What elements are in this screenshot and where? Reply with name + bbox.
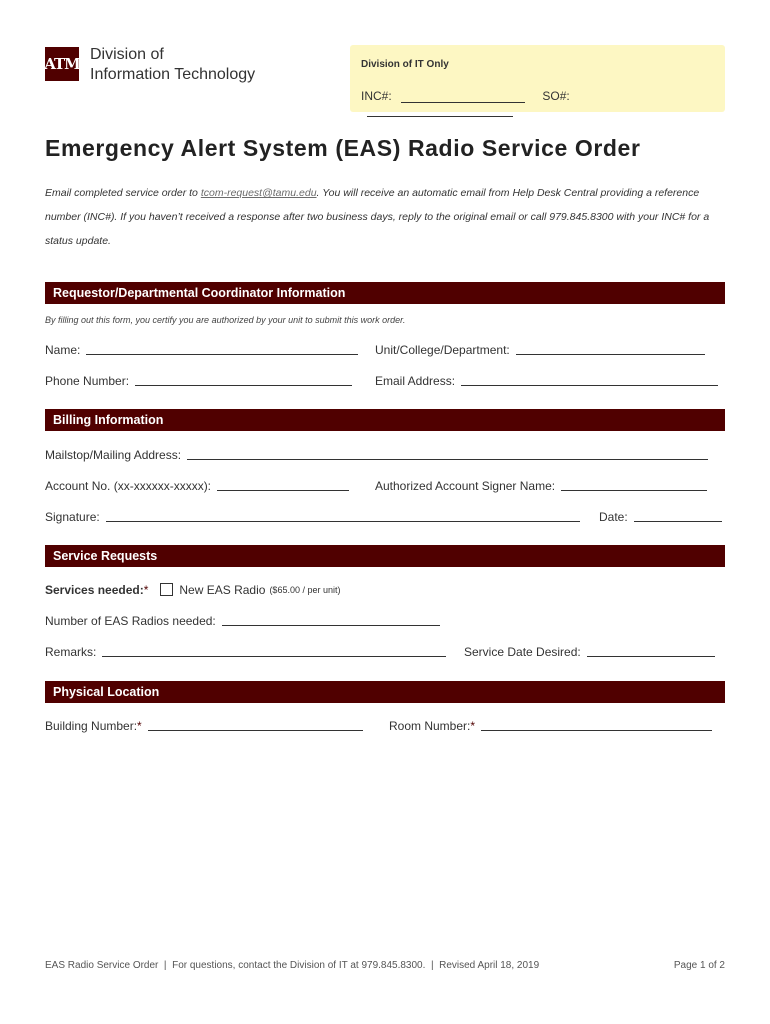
room-input[interactable] bbox=[481, 729, 712, 731]
account-field-row: Account No. (xx-xxxxxx-xxxxx): bbox=[45, 479, 349, 493]
building-row: Building Number: * bbox=[45, 719, 363, 733]
inc-so-row bbox=[361, 89, 725, 117]
so-field[interactable] bbox=[367, 104, 513, 117]
remarks-input[interactable] bbox=[102, 655, 446, 657]
new-eas-radio-label: New EAS Radio bbox=[179, 583, 266, 597]
certify-note: By filling out this form, you certify you are authorized by your unit to submit this work order. bbox=[45, 315, 406, 325]
service-date-input[interactable] bbox=[587, 655, 715, 657]
remarks-row: Remarks: bbox=[45, 645, 446, 659]
email-input[interactable] bbox=[461, 384, 718, 386]
unit-field-row: Unit/College/Department: bbox=[375, 343, 705, 357]
num-radios-input[interactable] bbox=[222, 624, 440, 626]
tamu-logo: ATM bbox=[45, 47, 79, 81]
phone-input[interactable] bbox=[135, 384, 352, 386]
email-field-row: Email Address: bbox=[375, 374, 718, 388]
page-number: Page 1 of 2 bbox=[673, 960, 725, 971]
new-eas-radio-checkbox[interactable] bbox=[160, 583, 173, 596]
page-title: Emergency Alert System (EAS) Radio Service Order bbox=[45, 135, 641, 161]
it-only-box bbox=[350, 45, 725, 112]
it-only-label: Division of IT Only bbox=[361, 59, 449, 70]
account-input[interactable] bbox=[217, 489, 349, 491]
date-input[interactable] bbox=[634, 520, 722, 522]
signer-field-row: Authorized Account Signer Name: bbox=[375, 479, 707, 493]
new-eas-radio-price: ($65.00 / per unit) bbox=[269, 585, 341, 595]
section-billing-header: Billing Information bbox=[45, 409, 725, 431]
name-field-row: Name: bbox=[45, 343, 358, 357]
phone-field-row: Phone Number: bbox=[45, 374, 352, 388]
room-row: Room Number: * bbox=[389, 719, 712, 733]
intro-text: Email completed service order to tcom-request@tamu.edu. You will receive an automatic email from Help Desk Central providing a reference number (INC#). If you haven’t received a response after two business days, reply to the original email or call 979.845.8300 with your INC# for a status update. bbox=[45, 187, 710, 247]
section-requestor-header: Requestor/Departmental Coordinator Information bbox=[45, 282, 725, 304]
signature-input[interactable] bbox=[106, 520, 580, 522]
services-needed-row: Services needed: * New EAS Radio ($65.00 / per unit) bbox=[45, 583, 341, 597]
unit-input[interactable] bbox=[516, 353, 705, 355]
inc-field[interactable] bbox=[401, 90, 525, 103]
building-input[interactable] bbox=[148, 729, 363, 731]
footer-text: EAS Radio Service Order | For questions, contact the Division of IT at 979.845.8300. | Revised April 18, 2019 bbox=[45, 960, 540, 971]
mailstop-field-row: Mailstop/Mailing Address: bbox=[45, 448, 708, 462]
name-input[interactable] bbox=[86, 353, 358, 355]
section-service-header: Service Requests bbox=[45, 545, 725, 567]
signer-input[interactable] bbox=[561, 489, 707, 491]
section-location-header: Physical Location bbox=[45, 681, 725, 703]
num-radios-row: Number of EAS Radios needed: bbox=[45, 614, 440, 628]
inc-label: INC#: bbox=[361, 89, 392, 103]
so-label: SO#: bbox=[542, 89, 570, 103]
email-link[interactable]: tcom-request@tamu.edu bbox=[200, 187, 317, 199]
signature-field-row: Signature: bbox=[45, 510, 580, 524]
org-name: Division of Information Technology bbox=[90, 46, 256, 83]
service-date-row: Service Date Desired: bbox=[464, 645, 715, 659]
mailstop-input[interactable] bbox=[187, 458, 708, 460]
date-field-row: Date: bbox=[599, 510, 722, 524]
